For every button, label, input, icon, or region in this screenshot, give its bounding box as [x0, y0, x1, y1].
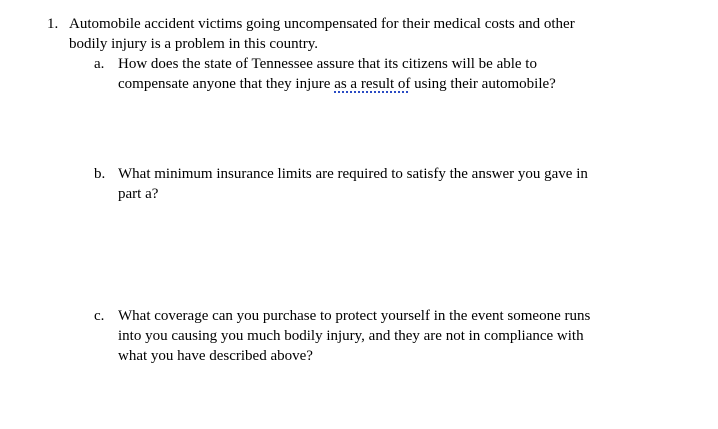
subquestion-text: [118, 306, 638, 366]
subquestion-c-line-2: into you causing you much bodily injury, and they are not in compliance with: [118, 328, 584, 344]
subquestion-text: [118, 54, 638, 94]
question-text: [69, 14, 669, 54]
subquestion-letter: a.: [94, 56, 105, 72]
subquestion-letter: c.: [94, 308, 105, 324]
grammar-suggestion-flag[interactable]: as a result of: [334, 76, 411, 92]
subquestion-b-line-1: What minimum insurance limits are required to satisfy the answer you gave in: [118, 166, 588, 182]
question-number: 1.: [47, 16, 59, 32]
subquestion-b-line-2: part a?: [118, 186, 159, 202]
question-text-line-1: Automobile accident victims going uncompensated for their medical costs and other: [69, 16, 575, 32]
question-text-line-2: bodily injury is a problem in this country.: [69, 36, 319, 52]
subquestion-c-line-1: What coverage can you purchase to protect yourself in the event someone runs: [118, 308, 591, 324]
subquestion-a-line-2-start: compensate anyone that they injure: [118, 76, 335, 92]
subquestion-text: [118, 164, 638, 204]
subquestion-a-line-2: [118, 74, 638, 94]
subquestion-a-line-2-end: using their automobile?: [410, 76, 556, 92]
subquestion-a-line-1: How does the state of Tennessee assure that its citizens will be able to: [118, 56, 537, 72]
subquestion-c-line-3: what you have described above?: [118, 348, 313, 364]
subquestion-letter: b.: [94, 166, 106, 182]
